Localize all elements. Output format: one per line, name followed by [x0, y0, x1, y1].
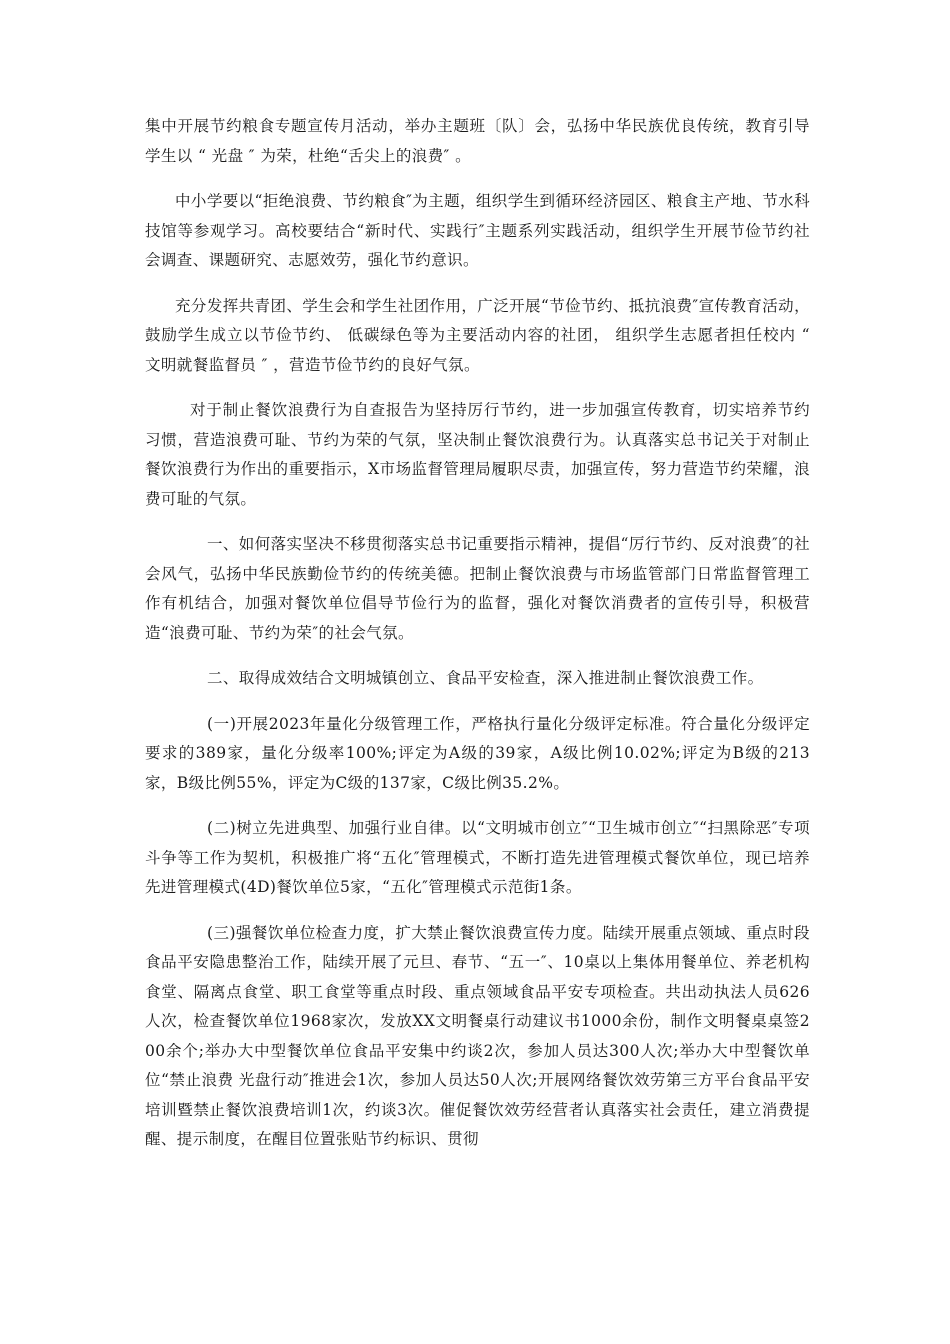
paragraph-6: 二、取得成效结合文明城镇创立、食品平安检查，深入推进制止餐饮浪费工作。 [207, 669, 764, 687]
paragraph-2: 中小学要以“拒绝浪费、节约粮食″为主题，组织学生到循环经济园区、粮食主产地、节水科技馆等参观学习。高校要结合“新时代、实践行″主题系列实践活动，组织学生开展节俭节约社会调查、课题研究、志愿效劳，强化节约意识。 [145, 192, 810, 269]
paragraph-7: (一)开展2023年量化分级管理工作，严格执行量化分级评定标准。符合量化分级评定要求的389家，量化分级率100%;评定为A级的39家，A级比例10.02%;评定为B级的213家，B级比例55%，评定为C级的137家，C级比例35.2%。 [145, 714, 810, 792]
paragraph-9: (三)强餐饮单位检查力度，扩大禁止餐饮浪费宣传力度。陆续开展重点领域、重点时段食品平安隐患整治工作，陆续开展了元旦、春节、“五一″、10桌以上集体用餐单位、养老机构食堂、隔离点食堂、职工食堂等重点时段、重点领域食品平安专项检查。共出动执法人员626人次，检查餐饮单位1968家次，发放XX文明餐桌行动建议书1000余份，制作文明餐桌桌签200余个;举办大中型餐饮单位食品平安集中约谈2次，参加人员达300人次;举办大中型餐饮单位“禁止浪费 光盘行动″推进会1次，参加人员达50人次;开展网络餐饮效劳第三方平台食品平安培训暨禁止餐饮浪费培训1次，约谈3次。催促餐饮效劳经营者认真落实社会责任，建立消费提醒、提示制度，在醒目位置张贴节约标识、贯彻 [145, 923, 810, 1148]
paragraph-5: 一、如何落实坚决不移贯彻落实总书记重要指示精神，提倡“厉行节约、反对浪费″的社会风气，弘扬中华民族勤俭节约的传统美德。把制止餐饮浪费与市场监管部门日常监督管理工作有机结合，加强对餐饮单位倡导节俭行为的监督，强化对餐饮消费者的宣传引导，积极营造“浪费可耻、节约为荣″的社会气氛。 [145, 535, 810, 642]
paragraph-3: 充分发挥共青团、学生会和学生社团作用，广泛开展“节俭节约、抵抗浪费″宣传教育活动，鼓励学生成立以节俭节约、 低碳绿色等为主要活动内容的社团， 组织学生志愿者担任校内 “ 文明就餐监督员 ″ ，营造节俭节约的良好气氛。 [145, 296, 810, 374]
paragraph-1: 集中开展节约粮食专题宣传月活动，举办主题班〔队〕会，弘扬中华民族优良传统，教育引导学生以 “ 光盘 ″ 为荣，杜绝“舌尖上的浪费″ 。 [145, 117, 810, 165]
paragraph-8: (二)树立先进典型、加强行业自律。以“文明城市创立″“卫生城市创立″“扫黑除恶″专项斗争等工作为契机，积极推广将“五化″管理模式，不断打造先进管理模式餐饮单位，现已培养先进管理模式(4D)餐饮单位5家，“五化″管理模式示范街1条。 [145, 819, 810, 896]
document-page [145, 112, 810, 1155]
paragraph-4: 对于制止餐饮浪费行为自查报告为坚持厉行节约，进一步加强宣传教育，切实培养节约习惯，营造浪费可耻、节约为荣的气氛，坚决制止餐饮浪费行为。认真落实总书记关于对制止餐饮浪费行为作出的重要指示，X市场监督管理局履职尽责，加强宣传，努力营造节约荣耀，浪费可耻的气氛。 [145, 401, 810, 508]
